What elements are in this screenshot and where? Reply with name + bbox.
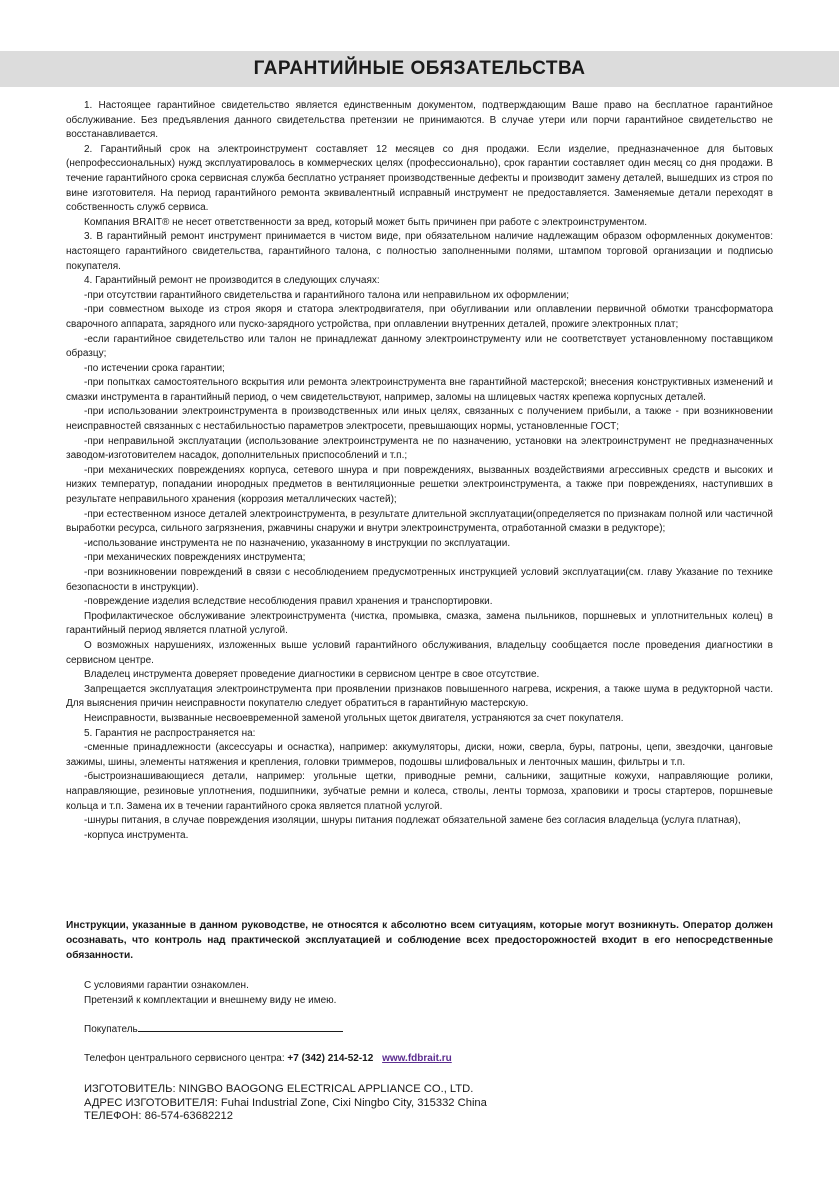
paragraph: -повреждение изделия вследствие несоблюдения правил хранения и транспортировки. xyxy=(84,596,493,608)
paragraph: -корпуса инструмента. xyxy=(84,829,189,841)
service-contact xyxy=(84,1051,452,1066)
paragraph: -при естественном износе деталей электроинструмента, в результате длительной эксплуатации(определяется по признакам полной или частичной выработки ресурса, сильного загрязнения, ржавчины снаружи и внутри электроинструмента, отработанной смазки в редукторе); xyxy=(66,508,773,535)
paragraph: Профилактическое обслуживание электроинструмента (чистка, промывка, смазка, замена пыльников, поршневых и уплотнительных колец) в гарантийный период является платной услугой. xyxy=(66,610,773,637)
manufacturer-address: АДРЕС ИЗГОТОВИТЕЛЯ: Fuhai Industrial Zone, Cixi Ningbo City, 315332 China xyxy=(84,1096,487,1109)
paragraph: -при использовании электроинструмента в производственных или иных целях, связанных с получением прибыли, а также - при возникновении неисправностей связанных с нестабильностью параметров электросети, превышающих нормы, установленные ГОСТ; xyxy=(66,406,773,433)
paragraph: -при совместном выходе из строя якоря и статора электродвигателя, при обугливании или оплавлении первичной обмотки трансформатора сварочного аппарата, зарядного или пуско-зарядного устройства, при оплавлении внутренних деталей, прожиге электронных плат; xyxy=(66,304,773,330)
contact-phone: +7 (342) 214-52-12 xyxy=(287,1053,374,1064)
buyer-label: Покупатель xyxy=(84,1024,138,1035)
paragraph: Запрещается эксплуатация электроинструмента при проявлении признаков повышенного нагрева, искрения, а также шума в редукторной части. Для выяснения причин неисправности покупателю следует обратиться в гарантийную мастерскую. xyxy=(66,683,773,710)
acknowledgement xyxy=(84,978,336,1008)
paragraph: 3. В гарантийный ремонт инструмент принимается в чистом виде, при обязательном наличие надлежащим образом оформленных документов: настоящего гарантийного свидетельства, гарантийного талона, с полностью заполненными полями, штампом торговой организации и подписью покупателя. xyxy=(66,231,773,272)
website-link[interactable]: www.fdbrait.ru xyxy=(382,1053,452,1064)
paragraph: -при попытках самостоятельного вскрытия или ремонта электроинструмента вне гарантийной мастерской; внесения конструктивных изменений и смазки инструмента в гарантийный период, о чем свидетельствуют, например, заломы на шлицевых частях крепежа корпусных деталей. xyxy=(66,377,773,403)
acknowledgement-line: Претензий к комплектации и внешнему виду не имею. xyxy=(84,995,337,1006)
paragraph: 2. Гарантийный срок на электроинструмент составляет 12 месяцев со дня продажи. Если изделие, предназначенное для бытовых (непрофессиональных) нужд эксплуатировалось в коммерческих целях (профессионально), срок гарантии составляет один месяц со дня продажи. В течение гарантийного срока сервисная служба бесплатно устраняет производственные дефекты и производит замену деталей, вышедших из строя по вине изготовителя. На период гарантийного ремонта эквивалентный исправный инструмент не предоставляется. Заменяемые детали переходят в собственность служб сервиса. xyxy=(66,143,773,214)
paragraph: -если гарантийное свидетельство или талон не принадлежат данному электроинструменту или не соответствует установленному поставщиком образцу; xyxy=(66,333,773,360)
manufacturer-phone: ТЕЛЕФОН: 86-574-63682212 xyxy=(84,1110,233,1122)
manufacturer-info xyxy=(84,1083,487,1124)
paragraph: 5. Гарантия не распространяется на: xyxy=(84,727,256,739)
paragraph: -по истечении срока гарантии; xyxy=(84,362,225,374)
paragraph: -быстроизнашивающиеся детали, например: угольные щетки, приводные ремни, сальники, защитные кожухи, направляющие ролики, направляющие, резиновые уплотнения, подшипники, зубчатые ремни и колеса, стволы, ленты тормоза, храповики и тросы стартеров, поршневые кольца и т.п. Замена их в течении гарантийного срока является платной услугой. xyxy=(66,771,773,812)
paragraph: -при возникновении повреждений в связи с несоблюдением предусмотренных инструкцией условий эксплуатации(см. главу Указание по технике безопасности в инструкции). xyxy=(66,567,773,593)
signature-line xyxy=(138,1021,343,1032)
paragraph: -сменные принадлежности (аксессуары и оснастка), например: аккумуляторы, диски, ножи, сверла, буры, патроны, цепи, звездочки, цанговые зажимы, шины, элементы натяжения и крепления, головки триммеров, подошвы шлифовальных и ленточных машин, фильтры и т.п. xyxy=(66,742,773,768)
paragraph: Компания BRAIT® не несет ответственности за вред, который может быть причинен при работе с электроинструментом. xyxy=(84,216,647,228)
contact-label: Телефон центрального сервисного центра: xyxy=(84,1053,285,1064)
paragraph: 4. Гарантийный ремонт не производится в следующих случаях: xyxy=(84,275,380,287)
paragraph: -использование инструмента не по назначению, указанному в инструкции по эксплуатации. xyxy=(84,537,511,549)
paragraph: О возможных нарушениях, изложенных выше условий гарантийного обслуживания, владельцу сообщается после проведения диагностики в сервисном центре. xyxy=(66,639,773,666)
paragraph: -шнуры питания, в случае повреждения изоляции, шнуры питания подлежат обязательной замене без согласия владельца (услуга платная), xyxy=(84,815,741,827)
manufacturer-name: ИЗГОТОВИТЕЛЬ: NINGBO BAOGONG ELECTRICAL APPLIANCE CO., LTD. xyxy=(84,1083,474,1095)
paragraph: -при механических повреждениях инструмента; xyxy=(84,552,306,564)
paragraph: 1. Настоящее гарантийное свидетельство является единственным документом, подтверждающим Ваше право на бесплатное гарантийное обслуживание. Без предъявления данного свидетельства претензии не принимаются. В случае утери или порчи гарантийное свидетельство не восстанавливается. xyxy=(66,100,773,141)
paragraph: Владелец инструмента доверяет проведение диагностики в сервисном центре в свое отсутствие. xyxy=(84,669,540,681)
paragraph: -при неправильной эксплуатации (использование электроинструмента не по назначению, установки на электроинструмент не предназначенных заводом-изготовителем насадок, дополнительных приспособлений и т.п.; xyxy=(66,435,773,462)
acknowledgement-line: С условиями гарантии ознакомлен. xyxy=(84,980,249,991)
paragraph: -при механических повреждениях корпуса, сетевого шнура и при повреждениях, вызванных воздействиями агрессивных средств и высоких и низких температур, попадании инородных предметов в вентиляционные решетки электроинструмента, а также при повреждениях, наступивших в результате неправильного хранения (коррозия металлических частей); xyxy=(66,464,773,506)
warranty-text xyxy=(66,99,773,843)
buyer-signature xyxy=(84,1021,343,1037)
page-title: ГАРАНТИЙНЫЕ ОБЯЗАТЕЛЬСТВА xyxy=(253,58,586,79)
paragraph: -при отсутствии гарантийного свидетельства и гарантийного талона или неправильном их оформлении; xyxy=(84,289,569,301)
paragraph: Неисправности, вызванные несвоевременной заменой угольных щеток двигателя, устраняются за счет покупателя. xyxy=(84,712,624,724)
instructions-notice: Инструкции, указанные в данном руководстве, не относятся к абсолютно всем ситуациям, которые могут возникнуть. Оператор должен осознавать, что контроль над практической эксплуатацией и соблюдение всех предосторожностей входит в его непосредственные обязанности. xyxy=(66,920,773,961)
